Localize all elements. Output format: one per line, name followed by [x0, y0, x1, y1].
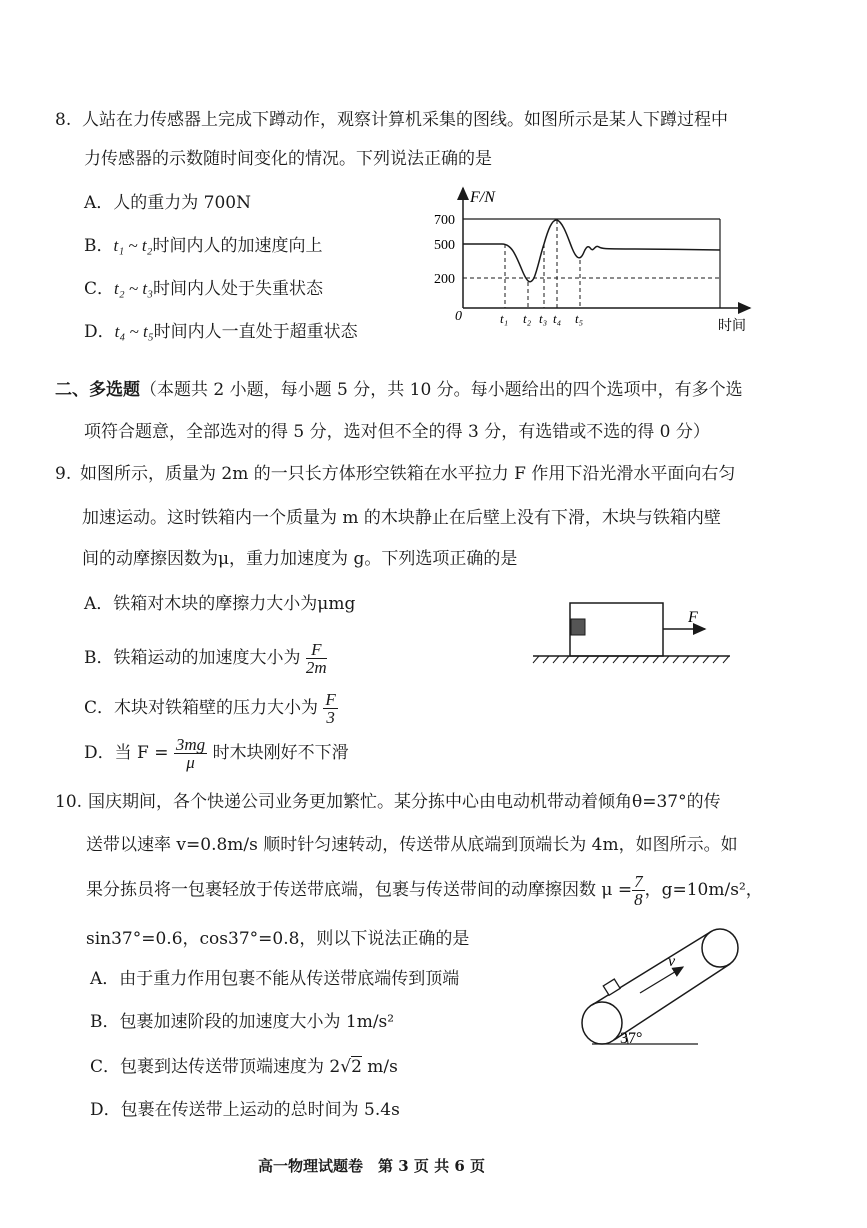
q8-option-d	[84, 322, 358, 342]
q9-option-a: A．铁箱对木块的摩擦力大小为μmg	[84, 594, 356, 614]
q9-option-c-num: F	[325, 690, 336, 709]
q10-bottom-roller	[582, 1002, 622, 1044]
q10-stem-line3b: ，g=10m/s²，	[644, 880, 763, 900]
q8-graph-y-label: F/N	[470, 189, 495, 206]
q8-graph-x-tick-t5: t₅	[575, 311, 584, 326]
q8-option-c-prefix: C．	[84, 279, 115, 299]
q10-sqrt-radicand: 2	[351, 1057, 362, 1077]
q8-option-b-prefix: B．	[84, 236, 114, 256]
q8-option-d-math: t₄ ~ t₅	[114, 322, 154, 341]
q8-graph-x-tick-t4: t₄	[553, 311, 562, 326]
q9-option-b	[84, 638, 327, 678]
q10-stem-line3a: 果分拣员将一包裹轻放于传送带底端，包裹与传送带间的动摩擦因数 μ =	[86, 880, 633, 900]
q10-number: 10.	[55, 792, 83, 812]
q8-graph-y-tick-700: 700	[434, 213, 455, 228]
q10-sqrt-sign: √	[340, 1057, 352, 1077]
q8-graph-y-tick-500: 500	[434, 238, 455, 253]
q8-graph-curve	[463, 220, 720, 282]
q10-velocity-label: v	[668, 953, 676, 970]
q10-option-c-prefix: C．包裹到达传送带顶端速度为 2	[90, 1057, 341, 1077]
q9-option-c-text: C．木块对铁箱壁的压力大小为	[84, 698, 319, 718]
q9-wood-block	[571, 619, 585, 635]
q8-option-d-text: 时间内人一直处于超重状态	[153, 322, 358, 342]
q9-option-c-den: 3	[326, 708, 335, 727]
q9-stem-line1: 如图所示，质量为 2m 的一只长方体形空铁箱在水平拉力 F 作用下沿光滑水平面向右匀	[80, 464, 736, 484]
q10-angle-label: 37°	[620, 1030, 643, 1047]
q10-conveyor-figure	[570, 920, 755, 1050]
q10-option-c-suffix: m/s	[361, 1057, 398, 1077]
q10-mu-den: 8	[634, 890, 643, 909]
q9-option-d-prefix: D．当 F =	[84, 743, 169, 763]
q9-option-d-den: μ	[186, 753, 195, 772]
q9-option-d	[84, 733, 349, 773]
q9-stem-line2: 加速运动。这时铁箱内一个质量为 m 的木块静止在后壁上没有下滑，木块与铁箱内壁	[82, 508, 721, 528]
q9-option-b-text: B．铁箱运动的加速度大小为	[84, 648, 301, 668]
q8-option-b	[84, 236, 322, 256]
q9-number: 9.	[55, 464, 72, 484]
q9-option-d-fraction	[174, 736, 207, 771]
q8-option-b-text: 时间内人的加速度向上	[152, 236, 323, 256]
section2-header	[55, 380, 743, 400]
q8-graph-origin: 0	[455, 309, 462, 324]
q9-option-b-num: F	[306, 641, 327, 659]
q9-option-b-den: 2m	[305, 658, 327, 677]
q9-option-b-fraction	[306, 641, 327, 676]
q8-force-graph	[420, 182, 760, 342]
q10-stem-line4: sin37°=0.6，cos37°=0.8，则以下说法正确的是	[86, 929, 470, 949]
q10-package	[603, 979, 620, 995]
section2-desc-line2: 项符合题意，全部选对的得 5 分，选对但不全的得 3 分，有选错或不选的得 0 分）	[84, 422, 710, 442]
q8-stem-line2: 力传感器的示数随时间变化的情况。下列说法正确的是	[84, 149, 492, 169]
q8-option-d-prefix: D．	[84, 322, 115, 342]
q8-graph-y-tick-200: 200	[434, 272, 455, 287]
q10-option-b: B．包裹加速阶段的加速度大小为 1m/s²	[90, 1012, 395, 1032]
q8-number: 8.	[55, 110, 72, 130]
section2-desc-line1: （本题共 2 小题，每小题 5 分，共 10 分。每小题给出的四个选项中，有多个选	[140, 380, 743, 400]
q10-belt-lower	[614, 964, 730, 1040]
q8-stem-line1: 人站在力传感器上完成下蹲动作，观察计算机采集的图线。如图所示是某人下蹲过程中	[82, 110, 728, 130]
section2-title: 二、多选题	[55, 380, 140, 400]
q8-graph-x-tick-t3: t₃	[539, 311, 548, 326]
q8-graph-x-label: 时间	[718, 319, 746, 334]
q10-option-a: A．由于重力作用包裹不能从传送带底端传到顶端	[90, 969, 460, 989]
q9-option-d-num: 3mg	[175, 735, 206, 754]
q8-option-b-math: t₁ ~ t₂	[113, 236, 153, 255]
q8-option-c-math: t₂ ~ t₃	[114, 279, 153, 298]
page-footer: 高一物理试题卷 第 3 页 共 6 页	[258, 1157, 485, 1175]
q9-box-figure	[525, 595, 740, 670]
q10-stem-line2: 送带以速率 v=0.8m/s 顺时针匀速转动，传送带从底端到顶端长为 4m，如图所示。如	[86, 835, 738, 855]
q10-option-c	[90, 1057, 398, 1077]
q8-option-c	[84, 279, 323, 299]
q10-option-d: D．包裹在传送带上运动的总时间为 5.4s	[90, 1100, 400, 1120]
q9-option-c	[84, 688, 338, 728]
q10-mu-num: 7	[634, 872, 643, 891]
q9-option-d-suffix: 时木块刚好不下滑	[212, 743, 349, 763]
q8-option-a: A．人的重力为 700N	[84, 193, 252, 213]
q9-stem-line3: 间的动摩擦因数为μ，重力加速度为 g。下列选项正确的是	[82, 549, 518, 569]
q9-option-c-fraction	[323, 691, 337, 726]
q8-graph-x-tick-t1: t₁	[500, 311, 509, 326]
q10-stem-line3	[86, 870, 763, 910]
q9-force-label: F	[688, 609, 698, 626]
q10-stem-line1: 国庆期间，各个快递公司业务更加繁忙。某分拣中心由电动机带动着倾角θ=37°的传	[88, 792, 721, 812]
q10-mu-fraction	[632, 873, 645, 908]
q8-graph-x-tick-t2: t₂	[523, 311, 532, 326]
q9-ground-hatch	[533, 656, 729, 663]
q8-option-c-text: 时间内人处于失重状态	[152, 279, 323, 299]
